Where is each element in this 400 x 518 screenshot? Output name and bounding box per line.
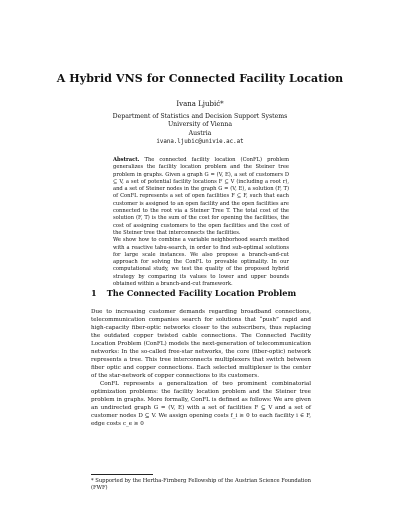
section-title: The Connected Facility Location Problem — [106, 288, 297, 298]
body-paragraph-2: ConFL represents a generalization of two prominent combinatorial optimization problems: the facility location problem and the Steiner tree problem in graphs. More formally, ConFL is defined as follows: We are given an undirected graph G = (V, E) with a set of facilities F ⊆ V and a set of customer nodes D ⊆ V. We assign opening costs f_i ≥ 0 to each facility i ∈ F, edge costs c_e ≥ 0 — [91, 381, 311, 427]
paper-title: A Hybrid VNS for Connected Facility Location — [56, 72, 344, 85]
author-email: ivana.ljubic@univie.ac.at — [156, 139, 244, 146]
body-paragraph-1: Due to increasing customer demands regarding broadband connections, telecommunication companies search for solutions that “push” rapid and high-capacity fiber-optic networks closer to the subscribers, thus replacing the outdated copper twisted cable connections. The Connected Facility Location Problem (ConFL) models the next-generation of telecommunication networks: In the so-called free-star networks, the core (fiber-optic) network represents a tree. This tree interconnects multiplexers that switch between fiber optic and copper connections. Each selected multiplexer is the center of the star-network of copper connections to its customers. — [91, 309, 311, 379]
abstract-text-1: The connected facility location (ConFL) problem generalizes the facility location problem and the Steiner tree problem in graphs. Given a graph G = (V, E), a set of customers D ⊆ V, a set of potential facility locations F ⊆ V (including a root r), and a set of Steiner nodes in the graph G = (V, E), a solution (F, T) of ConFL represents a set of open facilities F ⊆ F, such that each customer is assigned to an open facility and the open facilities are connected to the root via a Steiner Tree T. The total cost of the solution (F, T) is the sum of the cost for opening the facilities, the cost of assigning customers to the open facilities and the cost of the Steiner tree that interconnects the facilities. — [113, 157, 290, 236]
author-affiliation — [0, 113, 400, 147]
abstract — [113, 157, 289, 288]
author-name: Ivana Ljubić* — [176, 100, 224, 108]
abstract-paragraph-1 — [113, 157, 289, 237]
affiliation-department: Department of Statistics and Decision Support Systems — [112, 113, 288, 120]
abstract-label: Abstract. — [113, 157, 140, 163]
abstract-paragraph-2: We show how to combine a variable neighborhood search method with a reactive tabu-search, in order to find sub-optimal solutions for large scale instances. We also propose a branch-and-cut approach for solving the ConFL to provable optimality. In our computational study, we test the quality of the proposed hybrid strategy by comparing its values to lower and upper bounds obtained within a branch-and-cut framework. — [113, 237, 289, 288]
footnote-text: * Supported by the Hertha-Firnberg Fellowship of the Austrian Science Foundation (FWF) — [91, 478, 311, 492]
affiliation-country: Austria — [188, 129, 212, 137]
footnote-rule — [91, 474, 153, 475]
affiliation-university: University of Vienna — [167, 121, 233, 129]
footnote — [91, 478, 311, 493]
section-heading — [91, 288, 296, 298]
section-body — [91, 308, 311, 428]
section-number: 1 — [91, 288, 97, 298]
